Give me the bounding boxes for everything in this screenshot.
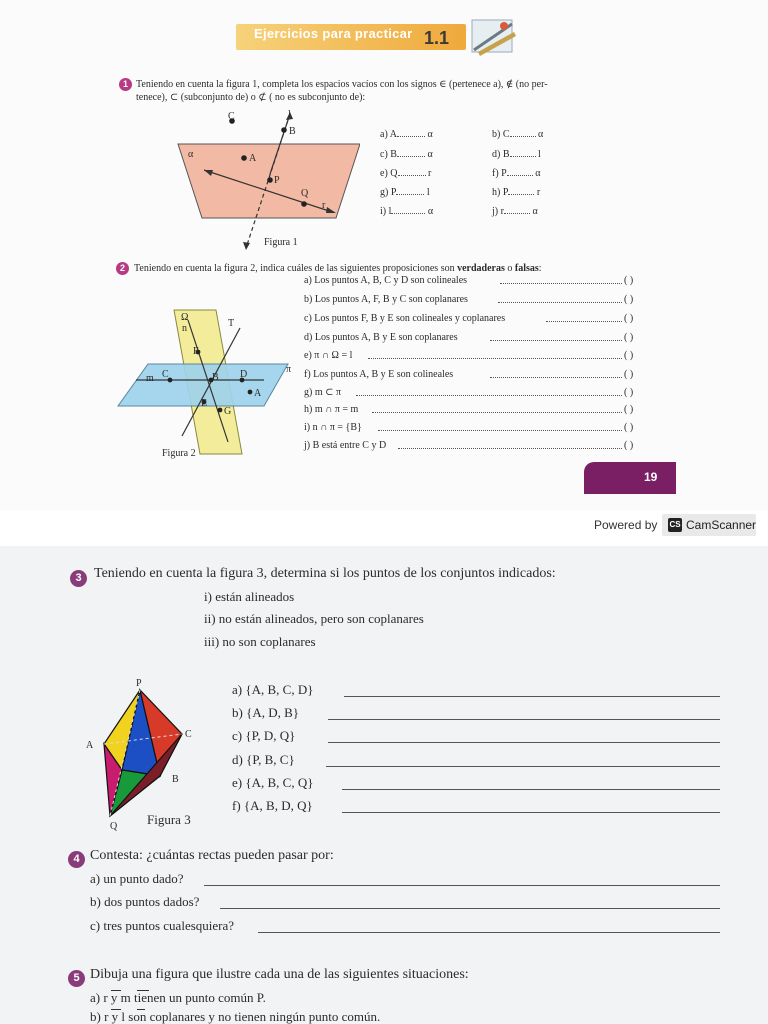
tf-item: e) π ∩ Ω = l <box>304 350 353 361</box>
question-item: b) r y l son coplanares y no tienen ningún punto común. <box>90 1009 381 1024</box>
figure-label-P: P <box>274 175 280 186</box>
fill-item: f) P α <box>492 168 541 179</box>
set-item: a) {A, B, C, D} <box>232 682 314 697</box>
tf-item: c) Los puntos F, B y E son colineales y coplanares <box>304 313 506 324</box>
tf-item: g) m ⊂ π <box>304 387 342 398</box>
figure-label-A: A <box>249 153 257 164</box>
answer-box[interactable]: ( ) <box>624 387 634 398</box>
set-item: c) {P, D, Q} <box>232 728 296 743</box>
figure-label-C: C <box>185 729 192 740</box>
tf-item: j) B está entre C y D <box>304 440 387 451</box>
banner-number: 1.1 <box>424 28 450 48</box>
dotted-leader <box>546 321 622 322</box>
dotted-leader <box>368 358 622 359</box>
figure-label-n: n <box>182 323 187 334</box>
question-text: Teniendo en cuenta la figura 1, completa los espacios vacíos con los signos ∈ (pertenece a), ∉ (no per- <box>136 79 548 90</box>
page-number-badge <box>584 462 676 494</box>
overline-r <box>111 990 121 991</box>
overline-r <box>111 1009 121 1010</box>
answer-box[interactable]: ( ) <box>624 332 634 343</box>
tf-item: h) m ∩ π = m <box>304 404 359 415</box>
answer-line[interactable] <box>258 932 720 933</box>
fill-item: g) P l <box>380 187 430 198</box>
dotted-leader <box>378 430 622 431</box>
question-number: 1 <box>119 78 132 91</box>
dotted-leader <box>356 395 622 396</box>
answer-box[interactable]: ( ) <box>624 313 634 324</box>
question-text: Teniendo en cuenta la figura 2, indica cuáles de las siguientes proposiciones son verdaderas o falsas: <box>134 263 542 274</box>
figure-label-A: A <box>86 740 94 751</box>
dotted-leader <box>398 448 622 449</box>
figure-label-F: F <box>193 346 199 357</box>
fill-item: b) C α <box>492 129 544 140</box>
answer-box[interactable]: ( ) <box>624 369 634 380</box>
pencil-ruler-icon <box>468 14 520 60</box>
answer-line[interactable] <box>344 696 720 697</box>
dotted-leader <box>498 302 622 303</box>
figure-label-B: B <box>289 126 296 137</box>
figure-caption: Figura 2 <box>162 448 196 459</box>
question-number: 5 <box>68 970 85 987</box>
dotted-leader <box>490 377 622 378</box>
exercise-banner <box>236 24 466 50</box>
question-text: Contesta: ¿cuántas rectas pueden pasar por: <box>90 848 334 863</box>
answer-box[interactable]: ( ) <box>624 404 634 415</box>
camscanner-logo-icon: CS <box>668 518 682 532</box>
question-number: 4 <box>68 851 85 868</box>
camscanner-name: CamScanner <box>686 518 757 532</box>
point-A <box>241 155 247 161</box>
answer-line[interactable] <box>220 908 720 909</box>
page-number: 19 <box>644 470 658 484</box>
fill-item: a) A α <box>380 129 433 140</box>
set-item: b) {A, D, B} <box>232 705 300 720</box>
question-item: b) dos puntos dados? <box>90 894 200 909</box>
powered-by-text: Powered by <box>594 518 658 532</box>
figure-label-B: B <box>212 372 219 383</box>
option-item: i) están alineados <box>204 589 295 604</box>
figure-label-r: r <box>322 200 326 211</box>
figure-2-diagram <box>112 306 302 458</box>
fill-item: c) B α <box>380 149 433 160</box>
figure-label-omega: Ω <box>181 312 189 323</box>
tf-item: i) n ∩ π = {B} <box>304 422 362 433</box>
point-B <box>281 127 287 133</box>
point-P <box>267 177 273 183</box>
dotted-leader <box>372 412 622 413</box>
figure-label-C: C <box>162 369 169 380</box>
point-A <box>248 390 253 395</box>
figure-label-alpha: α <box>188 149 194 160</box>
banner-title: Ejercicios para practicar <box>254 26 413 41</box>
point-Q <box>301 201 307 207</box>
figure-label-T: T <box>228 318 235 329</box>
answer-line[interactable] <box>326 766 720 767</box>
set-item: d) {P, B, C} <box>232 752 295 767</box>
answer-line[interactable] <box>342 789 720 790</box>
overline-l <box>137 1009 145 1010</box>
question-item: a) r y m tienen un punto común P. <box>90 990 266 1005</box>
fill-item: j) r α <box>492 206 538 217</box>
question-item: c) tres puntos cualesquiera? <box>90 918 235 933</box>
option-item: ii) no están alineados, pero son coplanares <box>204 611 424 626</box>
figure-label-E: E <box>201 398 208 409</box>
answer-line[interactable] <box>328 719 720 720</box>
figure-label-m: m <box>146 373 154 384</box>
question-item: a) un punto dado? <box>90 871 184 886</box>
answer-box[interactable]: ( ) <box>624 275 634 286</box>
figure-label-l: l <box>288 109 291 120</box>
figure-label-A: A <box>254 388 262 399</box>
figure-caption: Figura 3 <box>147 812 191 827</box>
answer-box[interactable]: ( ) <box>624 294 634 305</box>
figure-caption: Figura 1 <box>264 237 298 248</box>
overline-m <box>137 990 149 991</box>
answer-line[interactable] <box>328 742 720 743</box>
figure-label-P: P <box>136 678 142 689</box>
answer-line[interactable] <box>204 885 720 886</box>
question-text: Dibuja una figura que ilustre cada una de las siguientes situaciones: <box>90 967 469 982</box>
tf-item: b) Los puntos A, F, B y C son coplanares <box>304 294 468 305</box>
figure-label-Q: Q <box>110 821 118 832</box>
figure-1-diagram <box>170 108 360 250</box>
fill-item: h) P r <box>492 187 541 198</box>
figure-label-Q: Q <box>301 188 309 199</box>
set-item: f) {A, B, D, Q} <box>232 798 313 813</box>
answer-box[interactable]: ( ) <box>624 440 634 451</box>
dotted-leader <box>500 283 622 284</box>
answer-line[interactable] <box>342 812 720 813</box>
figure-3-diagram <box>96 688 206 820</box>
figure-label-G: G <box>224 406 232 417</box>
option-item: iii) no son coplanares <box>204 634 316 649</box>
point-G <box>218 408 223 413</box>
figure-label-D: D <box>240 369 248 380</box>
question-number: 3 <box>70 570 87 587</box>
question-text: Teniendo en cuenta la figura 3, determina si los puntos de los conjuntos indicados: <box>94 566 556 581</box>
tf-item: a) Los puntos A, B, C y D son colineales <box>304 275 468 286</box>
answer-box[interactable]: ( ) <box>624 350 634 361</box>
fill-item: i) l α <box>380 206 434 217</box>
answer-box[interactable]: ( ) <box>624 422 634 433</box>
question-number: 2 <box>116 262 129 275</box>
figure-label-pi: π <box>286 364 292 375</box>
figure-label-C: C <box>228 111 235 122</box>
set-item: e) {A, B, C, Q} <box>232 775 314 790</box>
dotted-leader <box>490 340 622 341</box>
tf-item: f) Los puntos A, B y E son colineales <box>304 369 454 380</box>
question-text: tenece), ⊂ (subconjunto de) o ⊄ ( no es subconjunto de): <box>136 92 366 103</box>
tf-item: d) Los puntos A, B y E son coplanares <box>304 332 458 343</box>
fill-item: e) Q r <box>380 168 432 179</box>
figure-label-B: B <box>172 774 179 785</box>
fill-item: d) B l <box>492 149 541 160</box>
